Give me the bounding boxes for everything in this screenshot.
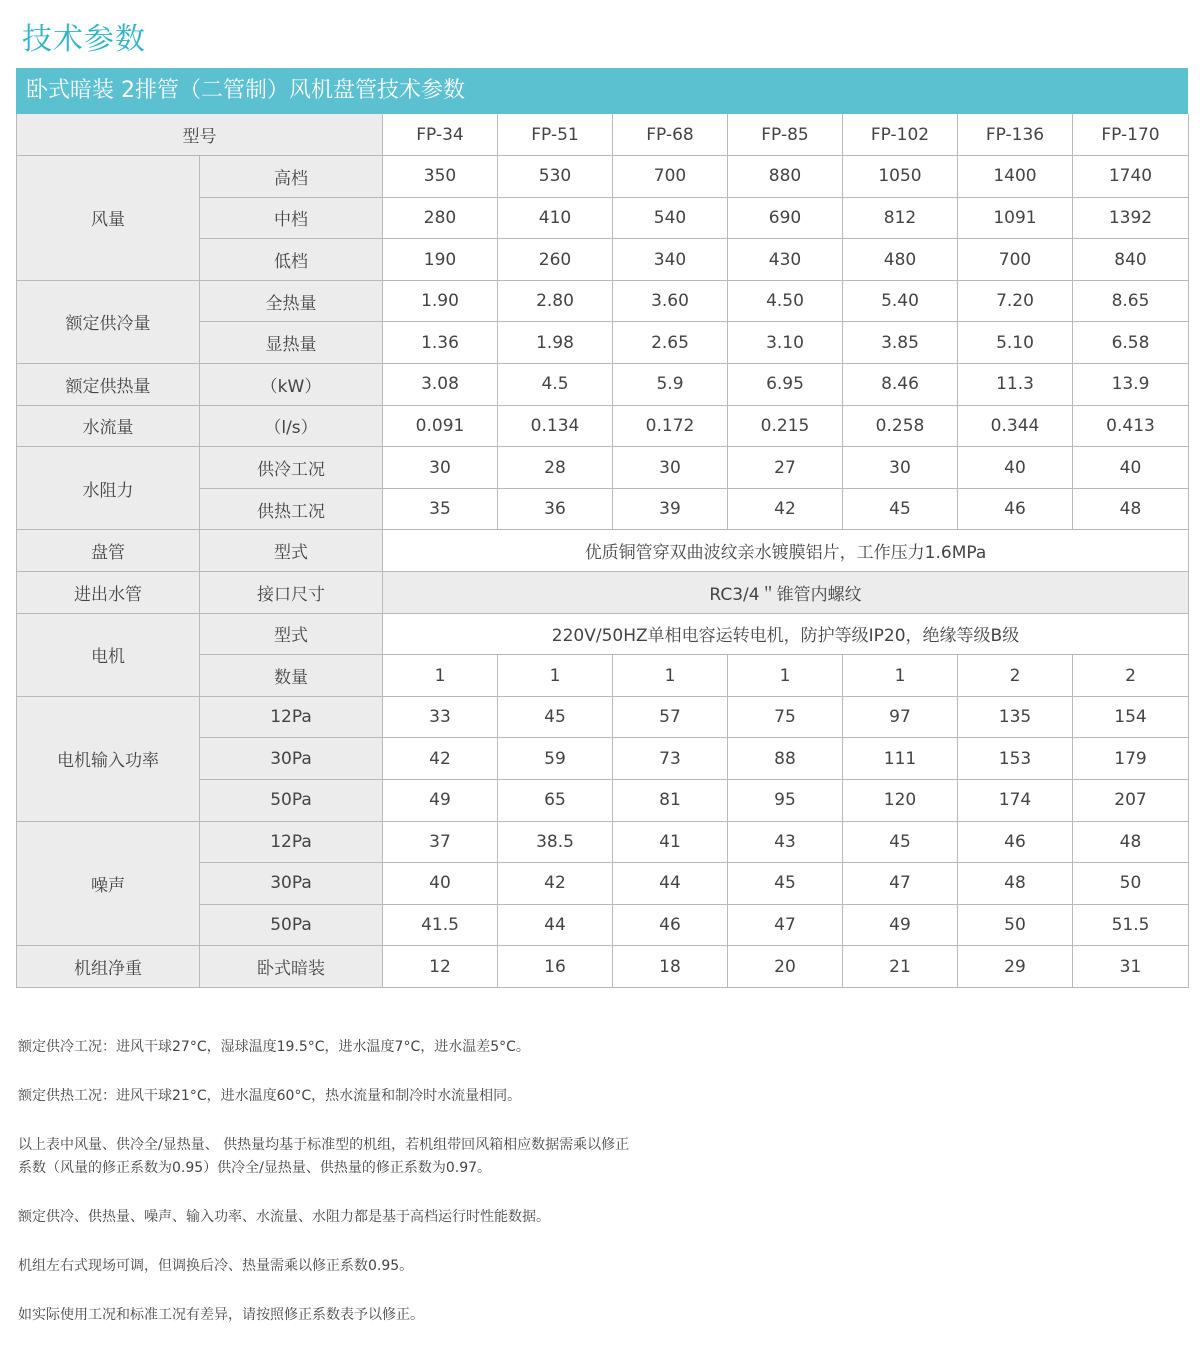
noise-cell: 48	[1073, 821, 1189, 863]
motor-power-cell: 153	[958, 738, 1073, 780]
airflow-cell: 430	[728, 239, 843, 281]
weight-label: 机组净重	[17, 946, 200, 988]
weight-cell: 20	[728, 946, 843, 988]
water-resistance-cell: 36	[498, 488, 613, 530]
cooling-cell: 4.50	[728, 280, 843, 322]
table-row	[17, 946, 1189, 988]
pipe-sub-label: 接口尺寸	[200, 572, 383, 614]
table-row	[17, 114, 1189, 156]
motor-power-cell: 33	[383, 696, 498, 738]
table-row	[17, 572, 1189, 614]
cooling-sub-label: 显热量	[200, 322, 383, 364]
airflow-cell: 530	[498, 156, 613, 198]
water-flow-cell: 0.172	[613, 405, 728, 447]
cooling-cell: 5.10	[958, 322, 1073, 364]
heating-cell: 8.46	[843, 364, 958, 406]
cooling-cell: 3.85	[843, 322, 958, 364]
motor-power-cell: 135	[958, 696, 1073, 738]
note-conditions-differ: 如实际使用工况和标准工况有差异，请按照修正系数表予以修正。	[18, 1307, 424, 1323]
water-resistance-sub-label: 供热工况	[200, 488, 383, 530]
cooling-cell: 2.80	[498, 280, 613, 322]
motor-power-cell: 97	[843, 696, 958, 738]
airflow-cell: 350	[383, 156, 498, 198]
motor-power-cell: 65	[498, 780, 613, 822]
motor-power-cell: 179	[1073, 738, 1189, 780]
note-performance-basis: 额定供冷、供热量、噪声、输入功率、水流量、水阻力都是基于高档运行时性能数据。	[18, 1209, 550, 1225]
cooling-cell: 8.65	[1073, 280, 1189, 322]
airflow-cell: 340	[613, 239, 728, 281]
airflow-sub-label: 高档	[200, 156, 383, 198]
water-resistance-cell: 27	[728, 447, 843, 489]
cooling-cell: 5.40	[843, 280, 958, 322]
heating-cell: 13.9	[1073, 364, 1189, 406]
airflow-cell: 812	[843, 197, 958, 239]
cooling-cell: 3.60	[613, 280, 728, 322]
motor-power-sub-label: 50Pa	[200, 780, 383, 822]
cooling-cell: 3.10	[728, 322, 843, 364]
motor-power-cell: 111	[843, 738, 958, 780]
noise-cell: 42	[498, 863, 613, 905]
noise-cell: 37	[383, 821, 498, 863]
water-resistance-cell: 28	[498, 447, 613, 489]
water-flow-cell: 0.413	[1073, 405, 1189, 447]
weight-sub-label: 卧式暗装	[200, 946, 383, 988]
model-header-label: 型号	[17, 114, 383, 156]
noise-sub-label: 50Pa	[200, 904, 383, 946]
noise-cell: 38.5	[498, 821, 613, 863]
notes	[18, 1036, 1118, 1353]
table-row	[17, 156, 1189, 198]
airflow-cell: 700	[613, 156, 728, 198]
noise-cell: 41	[613, 821, 728, 863]
motor-qty-cell: 1	[613, 655, 728, 697]
model-header-cell: FP-68	[613, 114, 728, 156]
noise-cell: 50	[1073, 863, 1189, 905]
note-cooling-conditions: 额定供冷工况：进风干球27°C，湿球温度19.5°C，进水温度7°C，进水温差5°C。	[18, 1039, 530, 1055]
noise-cell: 49	[843, 904, 958, 946]
note-handedness: 机组左右式现场可调，但调换后冷、热量需乘以修正系数0.95。	[18, 1258, 414, 1274]
airflow-cell: 1091	[958, 197, 1073, 239]
table-title: 卧式暗装 2排管（二管制）风机盘管技术参数	[16, 68, 1188, 114]
airflow-cell: 280	[383, 197, 498, 239]
motor-power-cell: 73	[613, 738, 728, 780]
water-resistance-cell: 35	[383, 488, 498, 530]
airflow-cell: 540	[613, 197, 728, 239]
table-row	[17, 613, 1189, 655]
heating-cell: 3.08	[383, 364, 498, 406]
airflow-cell: 1050	[843, 156, 958, 198]
coil-value: 优质铜管穿双曲波纹亲水镀膜铝片，工作压力1.6MPa	[383, 530, 1189, 572]
airflow-label: 风量	[17, 156, 200, 281]
coil-sub-label: 型式	[200, 530, 383, 572]
airflow-cell: 260	[498, 239, 613, 281]
model-header-cell: FP-102	[843, 114, 958, 156]
water-flow-cell: 0.215	[728, 405, 843, 447]
motor-qty-cell: 2	[1073, 655, 1189, 697]
model-header-cell: FP-85	[728, 114, 843, 156]
noise-cell: 46	[613, 904, 728, 946]
airflow-cell: 1392	[1073, 197, 1189, 239]
table-row	[17, 530, 1189, 572]
motor-power-cell: 207	[1073, 780, 1189, 822]
heating-cell: 6.95	[728, 364, 843, 406]
weight-cell: 12	[383, 946, 498, 988]
noise-cell: 51.5	[1073, 904, 1189, 946]
noise-sub-label: 12Pa	[200, 821, 383, 863]
noise-cell: 45	[843, 821, 958, 863]
cooling-sub-label: 全热量	[200, 280, 383, 322]
motor-power-label: 电机输入功率	[17, 696, 200, 821]
airflow-cell: 690	[728, 197, 843, 239]
noise-cell: 50	[958, 904, 1073, 946]
noise-cell: 46	[958, 821, 1073, 863]
noise-cell: 40	[383, 863, 498, 905]
table-row	[17, 696, 1189, 738]
motor-power-cell: 42	[383, 738, 498, 780]
motor-qty-cell: 1	[498, 655, 613, 697]
coil-label: 盘管	[17, 530, 200, 572]
water-flow-cell: 0.344	[958, 405, 1073, 447]
water-resistance-cell: 48	[1073, 488, 1189, 530]
weight-cell: 21	[843, 946, 958, 988]
weight-cell: 16	[498, 946, 613, 988]
water-resistance-cell: 30	[843, 447, 958, 489]
table-row	[17, 364, 1189, 406]
cooling-cell: 1.36	[383, 322, 498, 364]
water-resistance-cell: 39	[613, 488, 728, 530]
motor-qty-cell: 2	[958, 655, 1073, 697]
motor-power-cell: 45	[498, 696, 613, 738]
water-flow-label: 水流量	[17, 405, 200, 447]
water-resistance-cell: 40	[1073, 447, 1189, 489]
noise-cell: 47	[728, 904, 843, 946]
water-resistance-cell: 42	[728, 488, 843, 530]
water-flow-cell: 0.134	[498, 405, 613, 447]
airflow-sub-label: 低档	[200, 239, 383, 281]
table-row	[17, 280, 1189, 322]
noise-cell: 44	[613, 863, 728, 905]
motor-qty-sub-label: 数量	[200, 655, 383, 697]
airflow-cell: 880	[728, 156, 843, 198]
motor-power-cell: 59	[498, 738, 613, 780]
table-row	[17, 447, 1189, 489]
cooling-cell: 1.90	[383, 280, 498, 322]
motor-qty-cell: 1	[843, 655, 958, 697]
airflow-cell: 410	[498, 197, 613, 239]
weight-cell: 31	[1073, 946, 1189, 988]
water-flow-cell: 0.091	[383, 405, 498, 447]
water-flow-sub-label: （l/s）	[200, 405, 383, 447]
noise-cell: 48	[958, 863, 1073, 905]
spec-table	[16, 114, 1189, 988]
cooling-cell: 6.58	[1073, 322, 1189, 364]
motor-power-cell: 49	[383, 780, 498, 822]
water-resistance-cell: 30	[383, 447, 498, 489]
pipe-label: 进出水管	[17, 572, 200, 614]
model-header-cell: FP-170	[1073, 114, 1189, 156]
motor-power-cell: 57	[613, 696, 728, 738]
cooling-label: 额定供冷量	[17, 280, 200, 363]
motor-power-cell: 75	[728, 696, 843, 738]
noise-cell: 47	[843, 863, 958, 905]
motor-type-sub-label: 型式	[200, 613, 383, 655]
motor-power-cell: 154	[1073, 696, 1189, 738]
heating-cell: 5.9	[613, 364, 728, 406]
noise-sub-label: 30Pa	[200, 863, 383, 905]
water-flow-cell: 0.258	[843, 405, 958, 447]
water-resistance-cell: 40	[958, 447, 1073, 489]
airflow-cell: 840	[1073, 239, 1189, 281]
motor-label: 电机	[17, 613, 200, 696]
water-resistance-sub-label: 供冷工况	[200, 447, 383, 489]
noise-label: 噪声	[17, 821, 200, 946]
model-header-cell: FP-34	[383, 114, 498, 156]
airflow-sub-label: 中档	[200, 197, 383, 239]
motor-power-cell: 174	[958, 780, 1073, 822]
airflow-cell: 1400	[958, 156, 1073, 198]
motor-power-cell: 81	[613, 780, 728, 822]
note-correction-factor: 以上表中风量、供冷全/显热量、 供热量均基于标准型的机组，若机组带回风箱相应数据需乘以修正 系数（风量的修正系数为0.95）供冷全/显热量、供热量的修正系数为0.97。	[18, 1137, 630, 1176]
weight-cell: 18	[613, 946, 728, 988]
water-resistance-label: 水阻力	[17, 447, 200, 530]
table-row	[17, 405, 1189, 447]
motor-power-sub-label: 30Pa	[200, 738, 383, 780]
table-row	[17, 821, 1189, 863]
motor-power-sub-label: 12Pa	[200, 696, 383, 738]
motor-power-cell: 88	[728, 738, 843, 780]
note-heating-conditions: 额定供热工况：进风干球21°C，进水温度60°C，热水流量和制冷时水流量相同。	[18, 1088, 522, 1104]
heating-sub-label: （kW）	[200, 364, 383, 406]
cooling-cell: 2.65	[613, 322, 728, 364]
airflow-cell: 190	[383, 239, 498, 281]
airflow-cell: 1740	[1073, 156, 1189, 198]
cooling-cell: 1.98	[498, 322, 613, 364]
motor-power-cell: 95	[728, 780, 843, 822]
heating-label: 额定供热量	[17, 364, 200, 406]
water-resistance-cell: 46	[958, 488, 1073, 530]
heating-cell: 11.3	[958, 364, 1073, 406]
noise-cell: 41.5	[383, 904, 498, 946]
motor-qty-cell: 1	[728, 655, 843, 697]
water-resistance-cell: 45	[843, 488, 958, 530]
motor-power-cell: 120	[843, 780, 958, 822]
model-header-cell: FP-136	[958, 114, 1073, 156]
noise-cell: 45	[728, 863, 843, 905]
model-header-cell: FP-51	[498, 114, 613, 156]
motor-qty-cell: 1	[383, 655, 498, 697]
heating-cell: 4.5	[498, 364, 613, 406]
noise-cell: 43	[728, 821, 843, 863]
motor-type-value: 220V/50HZ单相电容运转电机，防护等级IP20，绝缘等级B级	[383, 613, 1189, 655]
airflow-cell: 480	[843, 239, 958, 281]
page-title: 技术参数	[22, 22, 146, 57]
airflow-cell: 700	[958, 239, 1073, 281]
cooling-cell: 7.20	[958, 280, 1073, 322]
water-resistance-cell: 30	[613, 447, 728, 489]
noise-cell: 44	[498, 904, 613, 946]
pipe-value: RC3/4＂锥管内螺纹	[383, 572, 1189, 614]
weight-cell: 29	[958, 946, 1073, 988]
